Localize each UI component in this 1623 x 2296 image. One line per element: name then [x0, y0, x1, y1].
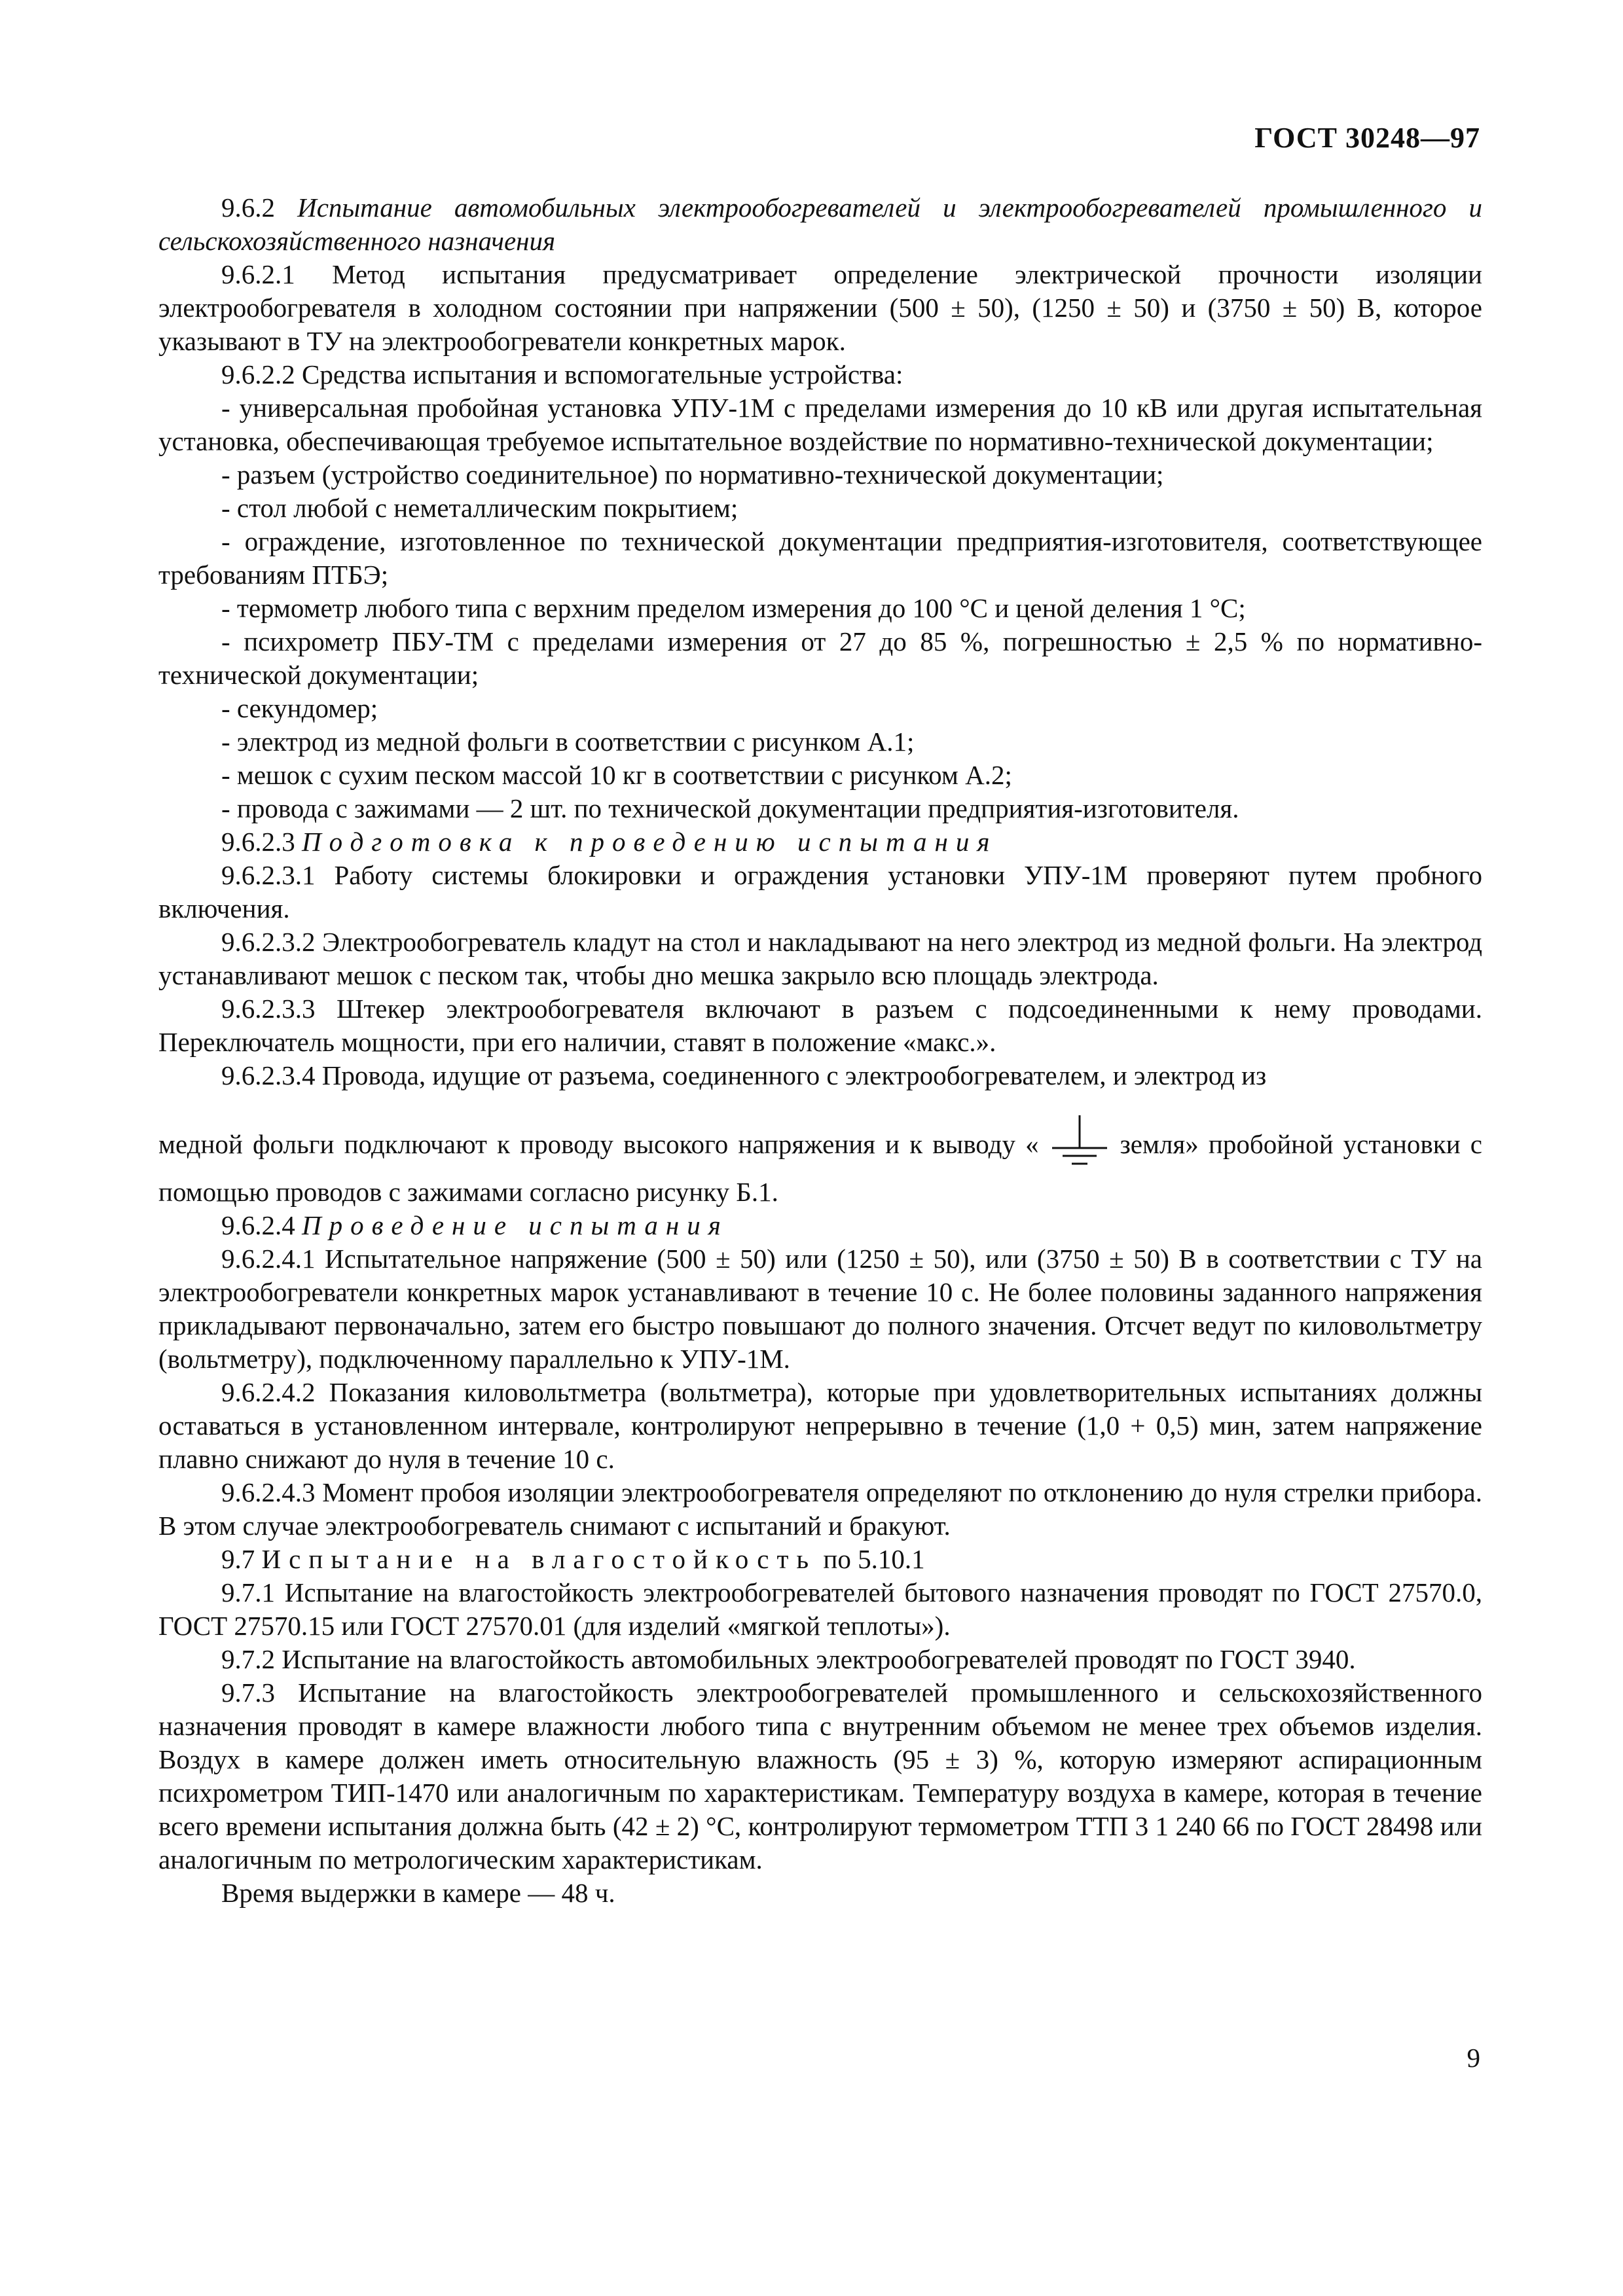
section-heading-9-6-2-4 — [158, 1209, 1482, 1242]
page-number: 9 — [1467, 2043, 1480, 2073]
section-title: Испытание на влагостойкость — [261, 1544, 817, 1574]
list-item: - термометр любого типа с верхним пределом измерения до 100 °С и ценой деления 1 °С; — [221, 593, 1246, 623]
text-after-symbol: земля» пробойной установки с помощью проводов с зажимами согласно рисунку Б.1. — [158, 1129, 1482, 1207]
paragraph-hold-time: Время выдержки в камере — 48 ч. — [221, 1878, 615, 1908]
paragraph-9-7-3: 9.7.3 Испытание на влагостойкость электрообогревателей промышленного и сельскохозяйственного назначения проводят в камере влажности любого типа с внутренним объемом не менее трех объемов изделия. Воздух в камере должен иметь относительную влажность (95 ± 3) %, которую измеряют аспирационным психрометром ТИП-1470 или аналогичным по характеристикам. Температуру воздуха в камере, которая в течение всего времени испытания должна быть (42 ± 2) °С, контролируют термометром ТТП 3 1 240 66 по ГОСТ 28498 или аналогичным по метрологическим характеристикам. — [158, 1677, 1482, 1874]
ground-symbol-icon — [1048, 1115, 1111, 1175]
text-before-symbol: медной фольги подключают к проводу высокого напряжения и к выводу « — [158, 1129, 1039, 1159]
list-item: - электрод из медной фольги в соответствии с рисунком А.1; — [221, 726, 915, 757]
section-title: Проведение испытания — [302, 1210, 729, 1240]
paragraph-9-6-2-3-4: 9.6.2.3.4 Провода, идущие от разъема, соединенного с электрообогревателем, и электрод из — [221, 1060, 1267, 1090]
list-item: - провода с зажимами — 2 шт. по технической документации предприятия-изготовителя. — [221, 793, 1239, 823]
list-item: - разъем (устройство соединительное) по нормативно-технической документации; — [221, 459, 1164, 490]
section-number: 9.6.2.3 — [221, 827, 295, 857]
section-heading-9-6-2 — [158, 191, 1482, 258]
list-item: - мешок с сухим песком массой 10 кг в соответствии с рисунком А.2; — [221, 760, 1012, 790]
paragraph-9-6-2-3-1: 9.6.2.3.1 Работу системы блокировки и ограждения установки УПУ-1М проверяют путем пробного включения. — [158, 860, 1482, 924]
paragraph-9-6-2-4-1: 9.6.2.4.1 Испытательное напряжение (500 ± 50) или (1250 ± 50), или (3750 ± 50) В в соответствии с ТУ на электрообогреватели конкретных марок устанавливают в течение 10 с. Не более половины заданного напряжения прикладывают первоначально, затем его быстро повышают до полного значения. Отсчет ведут по киловольтметру (вольтметру), подключенному параллельно к УПУ-1М. — [158, 1244, 1482, 1374]
section-number: 9.6.2 — [221, 192, 275, 223]
list-item: - психрометр ПБУ-ТМ с пределами измерения от 27 до 85 %, погрешностью ± 2,5 % по нормативно-технической документации; — [158, 626, 1482, 690]
document-body — [158, 191, 1482, 1910]
paragraph-9-6-2-2: 9.6.2.2 Средства испытания и вспомогательные устройства: — [221, 359, 903, 389]
document-code: ГОСТ 30248—97 — [1254, 122, 1480, 154]
paragraph-9-6-2-4-3: 9.6.2.4.3 Момент пробоя изоляции электрообогревателя определяют по отклонению до нуля стрелки прибора. В этом случае электрообогреватель снимают с испытаний и бракуют. — [158, 1477, 1482, 1541]
paragraph-9-7-2: 9.7.2 Испытание на влагостойкость автомобильных электрообогревателей проводят по ГОСТ 3940. — [221, 1644, 1356, 1674]
paragraph-9-6-2-1: 9.6.2.1 Метод испытания предусматривает определение электрической прочности изоляции электрообогревателя в холодном состоянии при напряжении (500 ± 50), (1250 ± 50) и (3750 ± 50) В, которое указывают в ТУ на электрообогреватели конкретных марок. — [158, 259, 1482, 356]
section-title: Испытание автомобильных электрообогревателей и электрообогревателей промышленного и сельскохозяйственного назначения — [158, 192, 1483, 256]
section-heading-9-7 — [158, 1543, 1482, 1576]
paragraph-9-7-1: 9.7.1 Испытание на влагостойкость электрообогревателей бытового назначения проводят по ГОСТ 27570.0, ГОСТ 27570.15 или ГОСТ 27570.01 (для изделий «мягкой теплоты»). — [158, 1577, 1482, 1641]
paragraph-9-6-2-3-2: 9.6.2.3.2 Электрообогреватель кладут на стол и накладывают на него электрод из медной фольги. На электрод устанавливают мешок с песком так, чтобы дно мешка закрыло всю площадь электрода. — [158, 927, 1482, 990]
list-item: - секундомер; — [221, 693, 378, 723]
list-item: - универсальная пробойная установка УПУ-1М с пределами измерения до 10 кВ или другая испытательная установка, обеспечивающая требуемое испытательное воздействие по нормативно-технической документации; — [158, 393, 1482, 456]
list-item: - ограждение, изготовленное по технической документации предприятия-изготовителя, соответствующее требованиям ПТБЭ; — [158, 526, 1482, 590]
section-reference: по 5.10.1 — [823, 1544, 925, 1574]
section-number: 9.7 — [221, 1544, 255, 1574]
paragraph-9-6-2-3-4-continued — [158, 1115, 1482, 1209]
list-item: - стол любой с неметаллическим покрытием; — [221, 493, 739, 523]
paragraph-9-6-2-4-2: 9.6.2.4.2 Показания киловольтметра (вольтметра), которые при удовлетворительных испытаниях должны оставаться в установленном интервале, контролируют непрерывно в течение (1,0 + 0,5) мин, затем напряжение плавно снижают до нуля в течение 10 с. — [158, 1377, 1482, 1474]
section-number: 9.6.2.4 — [221, 1210, 295, 1240]
paragraph-9-6-2-3-3: 9.6.2.3.3 Штекер электрообогревателя включают в разъем с подсоединенными к нему проводами. Переключатель мощности, при его наличии, ставят в положение «макс.». — [158, 994, 1482, 1057]
section-heading-9-6-2-3 — [158, 825, 1482, 859]
section-title: Подготовка к проведению испытания — [302, 827, 998, 857]
